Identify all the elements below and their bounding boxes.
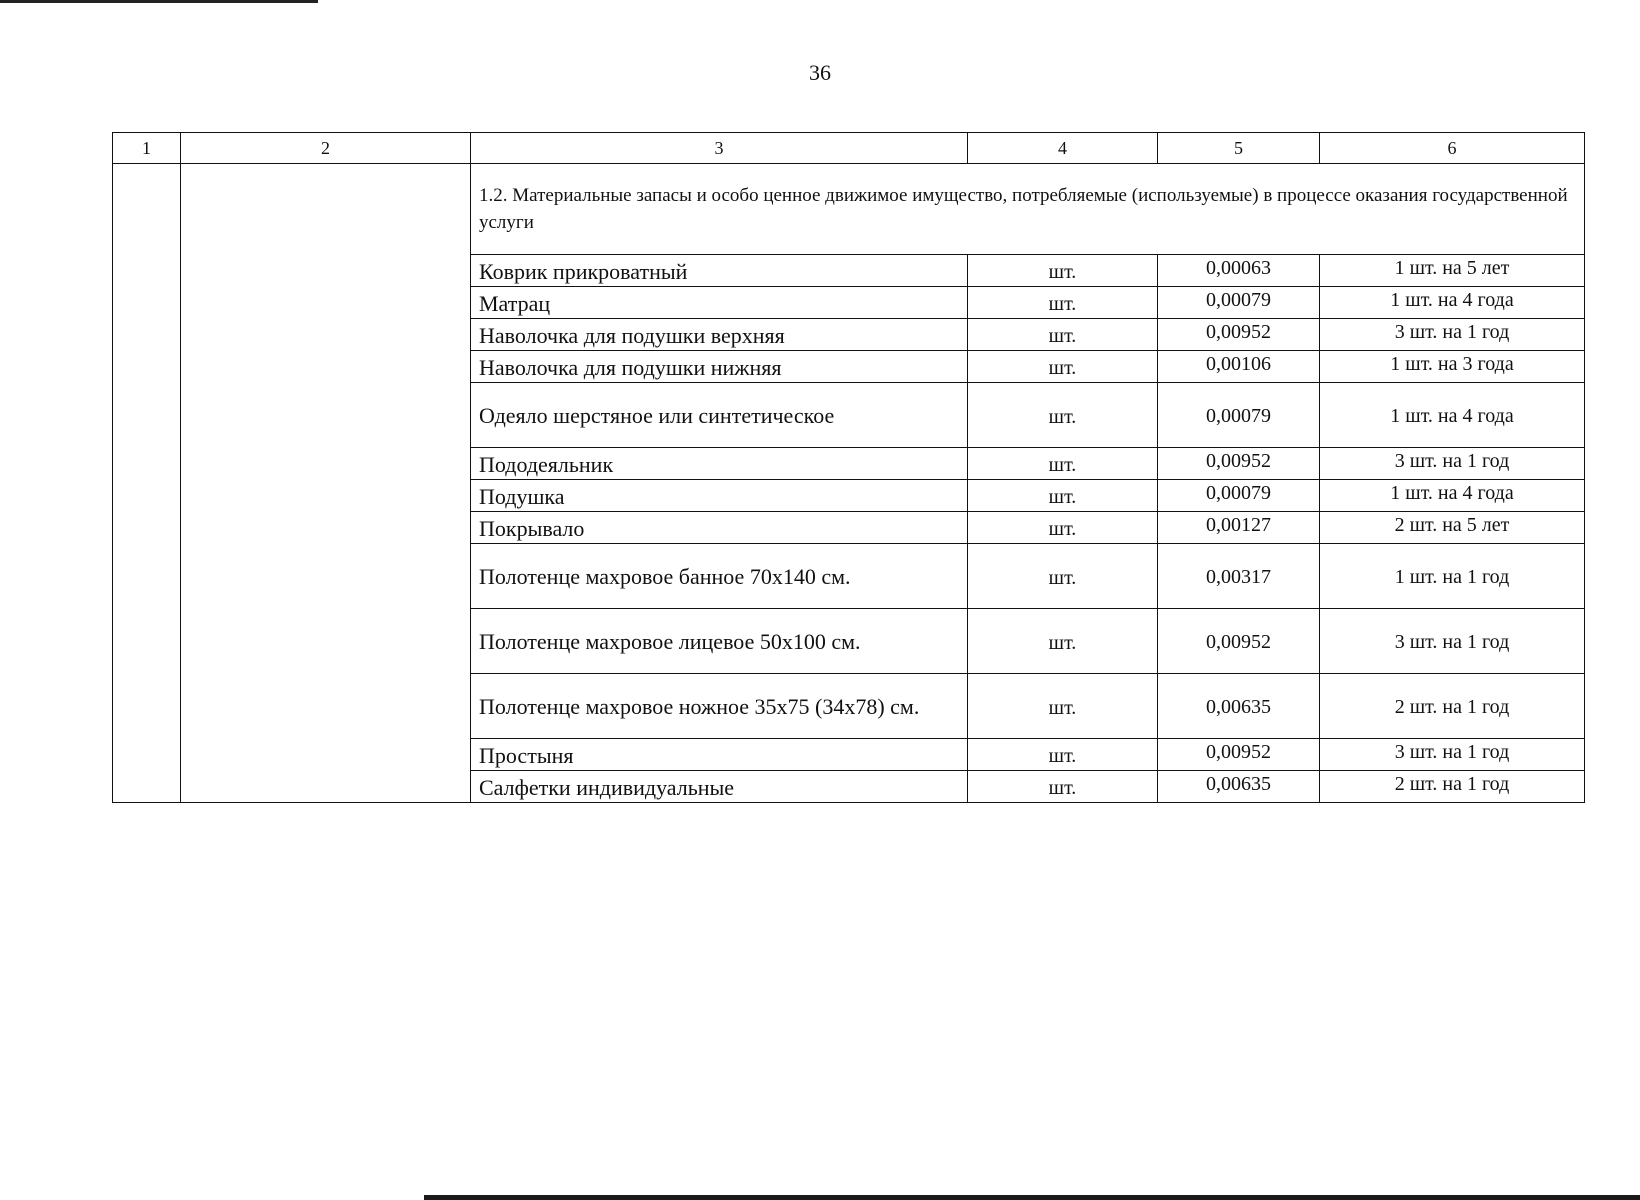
- item-name: Полотенце махровое лицевое 50х100 см.: [471, 609, 968, 674]
- item-period: 2 шт. на 5 лет: [1320, 512, 1585, 544]
- item-period: 3 шт. на 1 год: [1320, 609, 1585, 674]
- item-norm: 0,00079: [1158, 383, 1320, 448]
- item-norm: 0,00635: [1158, 771, 1320, 803]
- page-number: 36: [809, 60, 831, 85]
- column-number: 5: [1158, 133, 1320, 164]
- section-title: 1.2. Материальные запасы и особо ценное движимое имущество, потребляемые (используемые) в процессе оказания государственной услуги: [471, 164, 1585, 255]
- item-norm: 0,00635: [1158, 674, 1320, 739]
- column-number: 4: [968, 133, 1158, 164]
- item-norm: 0,00079: [1158, 480, 1320, 512]
- item-period: 3 шт. на 1 год: [1320, 739, 1585, 771]
- column-number-row: [113, 133, 1585, 164]
- scan-edge-top: [0, 0, 318, 3]
- item-unit: шт.: [968, 674, 1158, 739]
- item-norm: 0,00317: [1158, 544, 1320, 609]
- item-norm: 0,00952: [1158, 609, 1320, 674]
- item-unit: шт.: [968, 255, 1158, 287]
- item-period: 3 шт. на 1 год: [1320, 448, 1585, 480]
- item-period: 2 шт. на 1 год: [1320, 771, 1585, 803]
- column-number: 1: [113, 133, 181, 164]
- item-unit: шт.: [968, 544, 1158, 609]
- item-norm: 0,00106: [1158, 351, 1320, 383]
- scan-edge-bottom: [424, 1195, 1640, 1200]
- item-name: Простыня: [471, 739, 968, 771]
- item-norm: 0,00127: [1158, 512, 1320, 544]
- item-period: 1 шт. на 5 лет: [1320, 255, 1585, 287]
- item-name: Коврик прикроватный: [471, 255, 968, 287]
- item-name: Полотенце махровое банное 70х140 см.: [471, 544, 968, 609]
- item-unit: шт.: [968, 319, 1158, 351]
- item-name: Матрац: [471, 287, 968, 319]
- item-name: Пододеяльник: [471, 448, 968, 480]
- item-name: Наволочка для подушки верхняя: [471, 319, 968, 351]
- item-period: 1 шт. на 4 года: [1320, 480, 1585, 512]
- item-unit: шт.: [968, 287, 1158, 319]
- item-unit: шт.: [968, 480, 1158, 512]
- item-norm: 0,00952: [1158, 319, 1320, 351]
- item-unit: шт.: [968, 448, 1158, 480]
- item-unit: шт.: [968, 771, 1158, 803]
- item-period: 1 шт. на 4 года: [1320, 287, 1585, 319]
- item-name: Покрывало: [471, 512, 968, 544]
- item-unit: шт.: [968, 351, 1158, 383]
- column-number: 6: [1320, 133, 1585, 164]
- item-name: Одеяло шерстяное или синтетическое: [471, 383, 968, 448]
- item-period: 1 шт. на 4 года: [1320, 383, 1585, 448]
- item-unit: шт.: [968, 739, 1158, 771]
- column-number: 2: [181, 133, 471, 164]
- col2-merged-cell: [181, 164, 471, 803]
- item-norm: 0,00952: [1158, 448, 1320, 480]
- item-name: Салфетки индивидуальные: [471, 771, 968, 803]
- item-unit: шт.: [968, 383, 1158, 448]
- item-name: Наволочка для подушки нижняя: [471, 351, 968, 383]
- item-period: 2 шт. на 1 год: [1320, 674, 1585, 739]
- item-norm: 0,00079: [1158, 287, 1320, 319]
- section-row: [113, 164, 1585, 255]
- item-norm: 0,00063: [1158, 255, 1320, 287]
- item-period: 1 шт. на 3 года: [1320, 351, 1585, 383]
- item-name: Подушка: [471, 480, 968, 512]
- item-period: 3 шт. на 1 год: [1320, 319, 1585, 351]
- materials-table: [112, 132, 1585, 803]
- item-norm: 0,00952: [1158, 739, 1320, 771]
- column-number: 3: [471, 133, 968, 164]
- item-unit: шт.: [968, 512, 1158, 544]
- item-period: 1 шт. на 1 год: [1320, 544, 1585, 609]
- col1-merged-cell: [113, 164, 181, 803]
- item-name: Полотенце махровое ножное 35х75 (34х78) см.: [471, 674, 968, 739]
- item-unit: шт.: [968, 609, 1158, 674]
